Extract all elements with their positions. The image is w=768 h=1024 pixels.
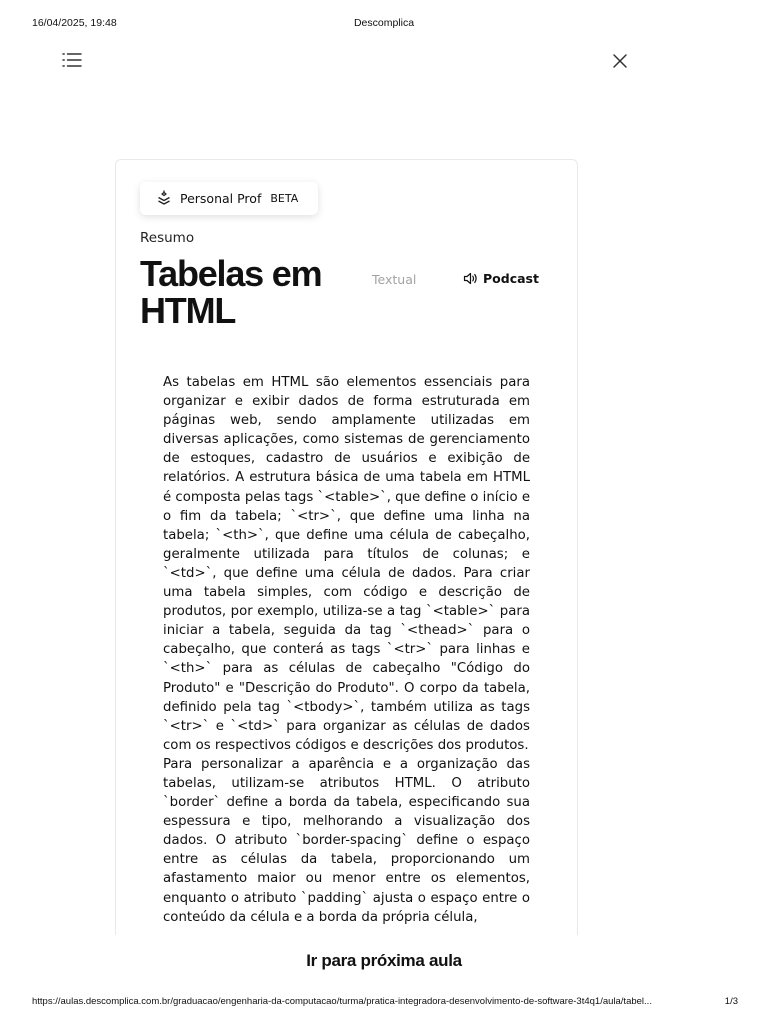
lesson-card <box>115 159 578 935</box>
close-button[interactable] <box>609 50 631 72</box>
personal-prof-button[interactable] <box>140 182 318 215</box>
hamburger-menu-icon <box>60 50 84 70</box>
print-page-number: 1/3 <box>724 996 738 1007</box>
lesson-body <box>163 373 530 927</box>
lesson-title: Tabelas em HTML <box>140 253 322 331</box>
print-footer <box>0 996 768 1010</box>
tab-textual[interactable]: Textual <box>372 272 417 287</box>
print-url: https://aulas.descomplica.com.br/graduacao/engenharia-da-computacao/turma/pratica-integradora-desenvolvimento-de-software-3t4q1/aula/tabel... <box>32 996 652 1007</box>
print-datetime: 16/04/2025, 19:48 <box>32 17 117 29</box>
print-page-title: Descomplica <box>353 17 415 29</box>
tab-podcast[interactable] <box>463 271 539 286</box>
next-lesson-button[interactable]: Ir para próxima aula <box>306 951 462 970</box>
speaker-icon <box>463 272 478 285</box>
menu-button[interactable] <box>60 50 84 70</box>
close-icon <box>609 50 631 72</box>
robot-assistant-icon <box>156 190 172 208</box>
body-paragraph: Para personalizar a aparência e a organização das tabelas, utilizam-se atributos HTML. O atributo `border` define a borda da tabela, especificando sua espessura e tipo, melhorando a visualização dos dados. O atributo `border-spacing` define o espaço entre as células da tabela, proporcionando um afastamento maior ou menor entre os elementos, enquanto o atributo `padding` ajusta o espaço entre o conteúdo da célula e a borda da própria célula, <box>163 756 530 925</box>
section-label: Resumo <box>140 230 195 246</box>
tab-podcast-label: Podcast <box>483 271 539 286</box>
print-header <box>0 17 768 31</box>
beta-badge: BETA <box>270 192 299 205</box>
body-paragraph: As tabelas em HTML são elementos essenciais para organizar e exibir dados de forma estruturada em páginas web, sendo amplamente utilizadas em diversas aplicações, como sistemas de gerenciamento de estoques, cadastro de usuários e exibição de relatórios. A estrutura básica de uma tabela em HTML é composta pelas tags `<table>`, que define o início e o fim da tabela; `<tr>`, que define uma linha na tabela; `<th>`, que define uma célula de cabeçalho, geralmente utilizada para títulos de colunas; e `<td>`, que define uma célula de dados. Para criar uma tabela simples, com código e descrição de produtos, por exemplo, utiliza-se a tag `<table>` para iniciar a tabela, seguida da tag `<thead>` para o cabeçalho, que conterá as tags `<tr>` para linhas e `<th>` para as células de cabeçalho "Código do Produto" e "Descrição do Produto". O corpo da tabela, definido pela tag `<tbody>`, também utiliza as tags `<tr>` e `<td>` para organizar as células de dados com os respectivos códigos e descrições dos produtos. <box>163 375 531 753</box>
personal-prof-label: Personal Prof <box>180 191 262 206</box>
